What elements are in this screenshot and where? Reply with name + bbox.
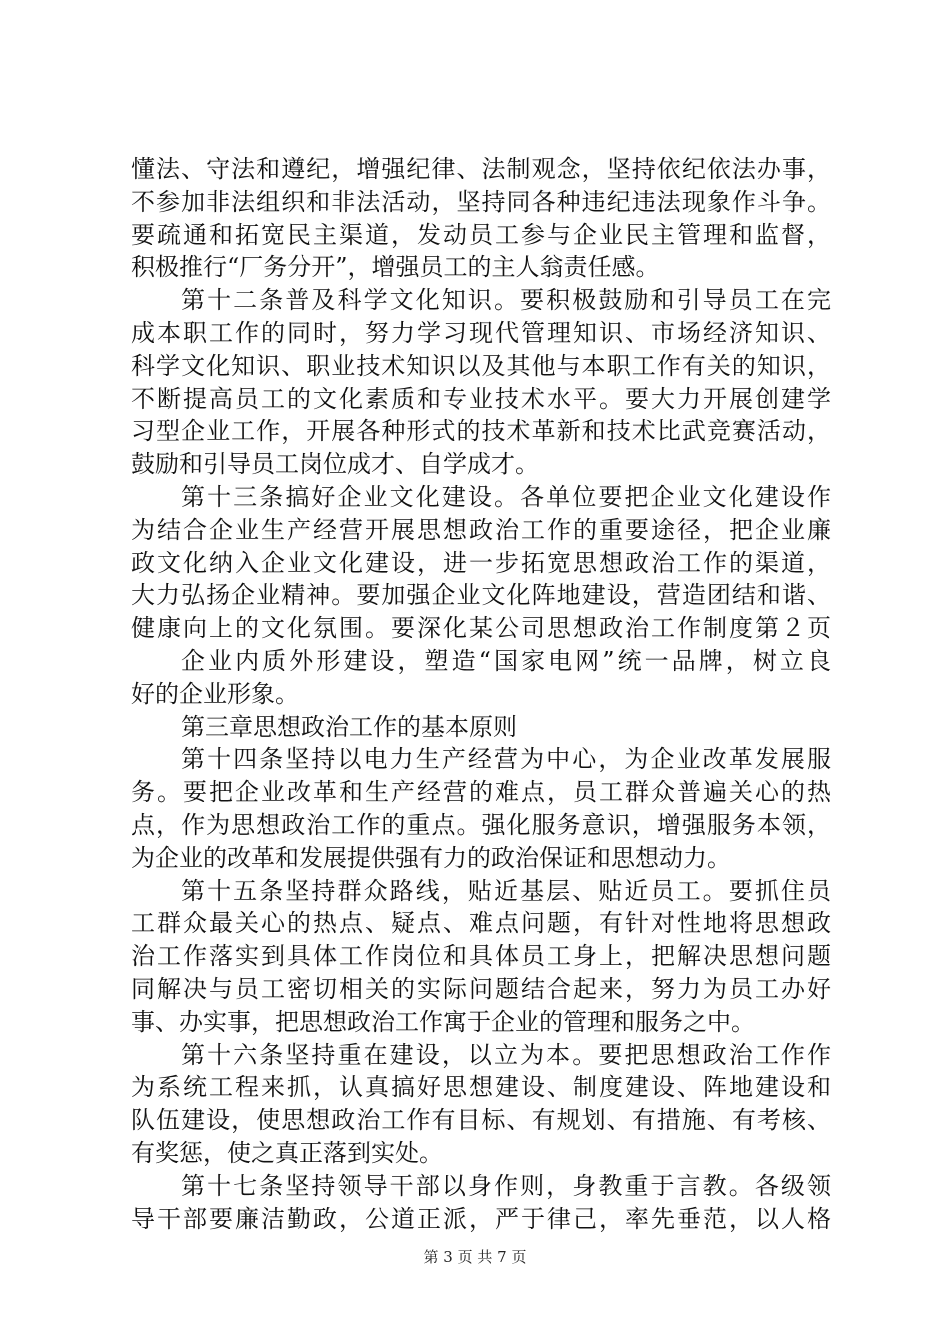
text-line: 大力弘扬企业精神。要加强企业文化阵地建设，营造团结和谐、 [131, 581, 831, 610]
text-line: 健康向上的文化氛围。要深化某公司思想政治工作制度第２页 [131, 614, 831, 643]
text-line: 企业内质外形建设，塑造“国家电网”统一品牌，树立良 [181, 646, 831, 675]
text-line: 为系统工程来抓，认真搞好思想建设、制度建设、阵地建设和 [131, 1073, 831, 1102]
document-body [131, 153, 831, 1235]
page-footer: 第 3 页 共 7 页 [423, 1248, 527, 1266]
text-line: 第十五条坚持群众路线，贴近基层、贴近员工。要抓住员 [181, 876, 831, 905]
text-line: 第十六条坚持重在建设，以立为本。要把思想政治工作作 [181, 1040, 831, 1069]
text-line: 同解决与员工密切相关的实际问题结合起来，努力为员工办好 [131, 974, 831, 1003]
text-line: 有奖惩，使之真正落到实处。 [131, 1138, 443, 1167]
text-line: 第三章思想政治工作的基本原则 [181, 712, 517, 741]
text-line: 工群众最关心的热点、疑点、难点问题，有针对性地将思想政 [131, 909, 831, 938]
text-line: 习型企业工作，开展各种形式的技术革新和技术比武竞赛活动， [131, 417, 831, 446]
text-line: 队伍建设，使思想政治工作有目标、有规划、有措施、有考核、 [131, 1106, 831, 1135]
text-line: 政文化纳入企业文化建设，进一步拓宽思想政治工作的渠道， [131, 548, 831, 577]
text-line: 懂法、守法和遵纪，增强纪律、法制观念，坚持依纪依法办事， [131, 155, 831, 183]
text-line: 务。要把企业改革和生产经营的难点，员工群众普遍关心的热 [131, 778, 831, 807]
text-line: 积极推行“厂务分开”，增强员工的主人翁责任感。 [131, 253, 660, 282]
text-line: 好的企业形象。 [131, 679, 299, 708]
text-line: 第十七条坚持领导干部以身作则，身教重于言教。各级领 [181, 1171, 831, 1200]
text-line: 要疏通和拓宽民主渠道，发动员工参与企业民主管理和监督， [131, 220, 831, 249]
text-line: 成本职工作的同时，努力学习现代管理知识、市场经济知识、 [131, 318, 831, 347]
text-line: 第十三条搞好企业文化建设。各单位要把企业文化建设作 [181, 482, 831, 511]
text-line: 为结合企业生产经营开展思想政治工作的重要途径，把企业廉 [131, 515, 831, 544]
text-line: 事、办实事，把思想政治工作寓于企业的管理和服务之中。 [131, 1007, 755, 1036]
text-line: 科学文化知识、职业技术知识以及其他与本职工作有关的知识， [131, 351, 831, 380]
text-line: 鼓励和引导员工岗位成才、自学成才。 [131, 450, 539, 479]
text-line: 导干部要廉洁勤政，公道正派，严于律己，率先垂范，以人格 [131, 1204, 831, 1233]
text-line: 不断提高员工的文化素质和专业技术水平。要大力开展创建学 [131, 384, 831, 413]
text-line: 治工作落实到具体工作岗位和具体员工身上，把解决思想问题 [131, 942, 831, 971]
text-line: 第十二条普及科学文化知识。要积极鼓励和引导员工在完 [181, 286, 831, 315]
text-line: 点，作为思想政治工作的重点。强化服务意识，增强服务本领， [131, 810, 831, 839]
text-line: 不参加非法组织和非法活动，坚持同各种违纪违法现象作斗争。 [131, 187, 831, 216]
text-line: 为企业的改革和发展提供强有力的政治保证和思想动力。 [131, 843, 731, 872]
text-line: 第十四条坚持以电力生产经营为中心，为企业改革发展服 [181, 745, 831, 774]
